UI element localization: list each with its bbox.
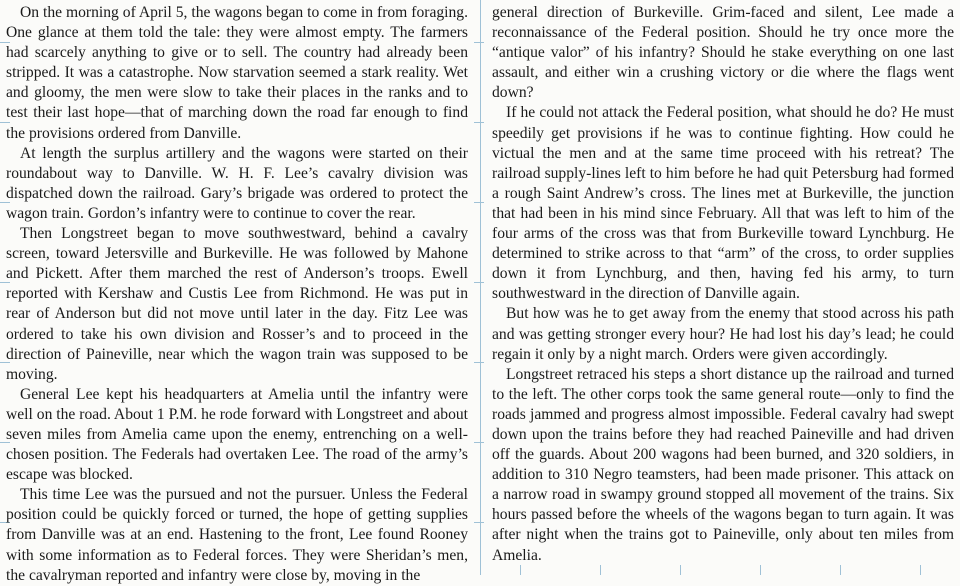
gutter-tick [474,202,484,203]
bottom-tick [680,565,681,575]
paragraph: This time Lee was the pursued and not the pursuer. Unless the Federal position could be quickly forced or turned, the hope of getting supplies from Danville was at an end. Hastening to the front, Lee found Rooney with some information as to Federal forces. They were Sheridan’s men, the cavalryman reported and infantry were close by, moving in the [6,486,468,584]
paragraph: Then Longstreet began to move southwestward, behind a cavalry screen, toward Jetersville and Burkeville. He was followed by Mahone and Pickett. After them marched the rest of Anderson’s troops. Ewell reported with Kershaw and Custis Lee from Richmond. He was put in rear of Anderson but did not move until later in the day. Fitz Lee was ordered to take his own division and Rosser’s and to proceed in the direction of Paineville, near which the wagon train was supposed to be moving. [6,225,468,383]
paragraph: If he could not attack the Federal position, what should he do? He must speedily get provisions if he was to continue fighting. How could he victual the men and at the same time proceed with his retreat? The railroad supply-lines left to him before he had quit Petersburg had formed a rough Saint Andrew’s cross. The lines met at Burkeville, the junction that had been in his mind since February. All that was left to him of the four arms of the cross was that from Burkeville toward Lynchburg. He determined to strike across to that “arm” of the cross, to order supplies down it from Lynchburg, and then, having fed his army, to turn southwestward in the direction of Danville again. [492,104,954,303]
gutter-tick [474,362,484,363]
bottom-tick [760,565,761,575]
gutter-tick [474,282,484,283]
gutter-tick [474,442,484,443]
gutter-tick [474,122,484,123]
paragraph: At length the surplus artillery and the wagons were started on their roundabout way to Danville. W. H. F. Lee’s cavalry division was dispatched down the railroad. Gary’s brigade was ordered to protect the wagon train. Gordon’s infantry were to continue to cover the rear. [6,144,468,222]
paragraph: But how was he to get away from the enemy that stood across his path and was getting stronger every hour? He had lost his day’s lead; he could regain it only by a night march. Orders were given accordingly. [492,305,954,363]
column-gutter-rule [480,0,481,575]
bottom-tick [600,565,601,575]
bottom-tick [840,565,841,575]
bottom-tick [920,565,921,575]
gutter-tick [474,42,484,43]
gutter-tick [474,522,484,523]
bottom-tick [520,565,521,575]
paragraph: Longstreet retraced his steps a short distance up the railroad and turned to the left. The other corps took the same general route—only to find the roads jammed and progress almost impossible. Federal cavalry had swept down upon the trains before they had reached Paineville and had driven off the guards. About 200 wagons had been burned, and 320 soldiers, in addition to 310 Negro teamsters, had been made prisoner. This attack on a narrow road in swampy ground stopped all movement of the trains. Six hours passed before the wheels of the wagons began to turn again. It was after night when the trains got to Paineville, only about ten miles from Amelia. [492,365,954,564]
paragraph: General Lee kept his headquarters at Amelia until the infantry were well on the road. About 1 P.M. he rode forward with Longstreet and about seven miles from Amelia came upon the enemy, entrenching on a well-chosen position. The Federals had overtaken Lee. The road of the army’s escape was blocked. [6,385,468,484]
right-text-column [492,3,954,566]
left-text-column [6,3,468,586]
paragraph: On the morning of April 5, the wagons began to come in from foraging. One glance at them told the tale: they were almost empty. The farmers had scarcely anything to give or to sell. The country had already been stripped. It was a catastrophe. Now starvation seemed a stark reality. Wet and gloomy, the men were slow to take their places in the ranks and to test their last hope—that of marching down the road far enough to find the provisions ordered from Danville. [6,4,468,142]
paragraph-continued: general direction of Burkeville. Grim-faced and silent, Lee made a reconnaissance of the Federal position. Should he try once more the “antique valor” of his infantry? Should he stake everything on one last assault, and either win a crushing victory or die where the flags went down? [492,4,954,102]
